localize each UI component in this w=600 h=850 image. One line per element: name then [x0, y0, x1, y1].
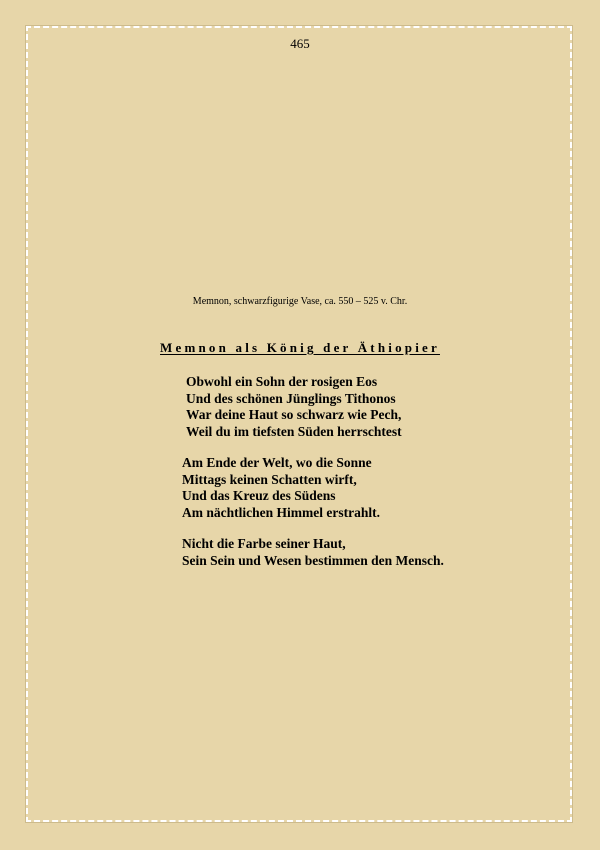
page-number: 465 [290, 36, 310, 51]
poem-line: Und das Kreuz des Südens [182, 488, 336, 503]
image-caption: Memnon, schwarzfigurige Vase, ca. 550 – 525 v. Chr. [192, 296, 408, 307]
poem-line: Nicht die Farbe seiner Haut, [182, 536, 346, 551]
poem-line: Mittags keinen Schatten wirft, [182, 471, 357, 487]
poem-line: Sein Sein und Wesen bestimmen den Mensch. [182, 552, 444, 568]
poem-line: Obwohl ein Sohn der rosigen Eos [186, 374, 378, 389]
poem-title: Memnon als König der Äthiopier [160, 340, 440, 355]
poem-line: Weil du im tiefsten Süden herrschtest [186, 423, 402, 439]
poem-line: Am nächtlichen Himmel erstrahlt. [182, 504, 380, 520]
stanza-2 [182, 455, 380, 521]
poem-line: Am Ende der Welt, wo die Sonne [182, 455, 372, 470]
stanza-1 [186, 374, 402, 440]
stanza-3 [182, 536, 444, 569]
poem-line: War deine Haut so schwarz wie Pech, [186, 407, 402, 422]
poem-line: Und des schönen Jünglings Tithonos [186, 390, 396, 406]
